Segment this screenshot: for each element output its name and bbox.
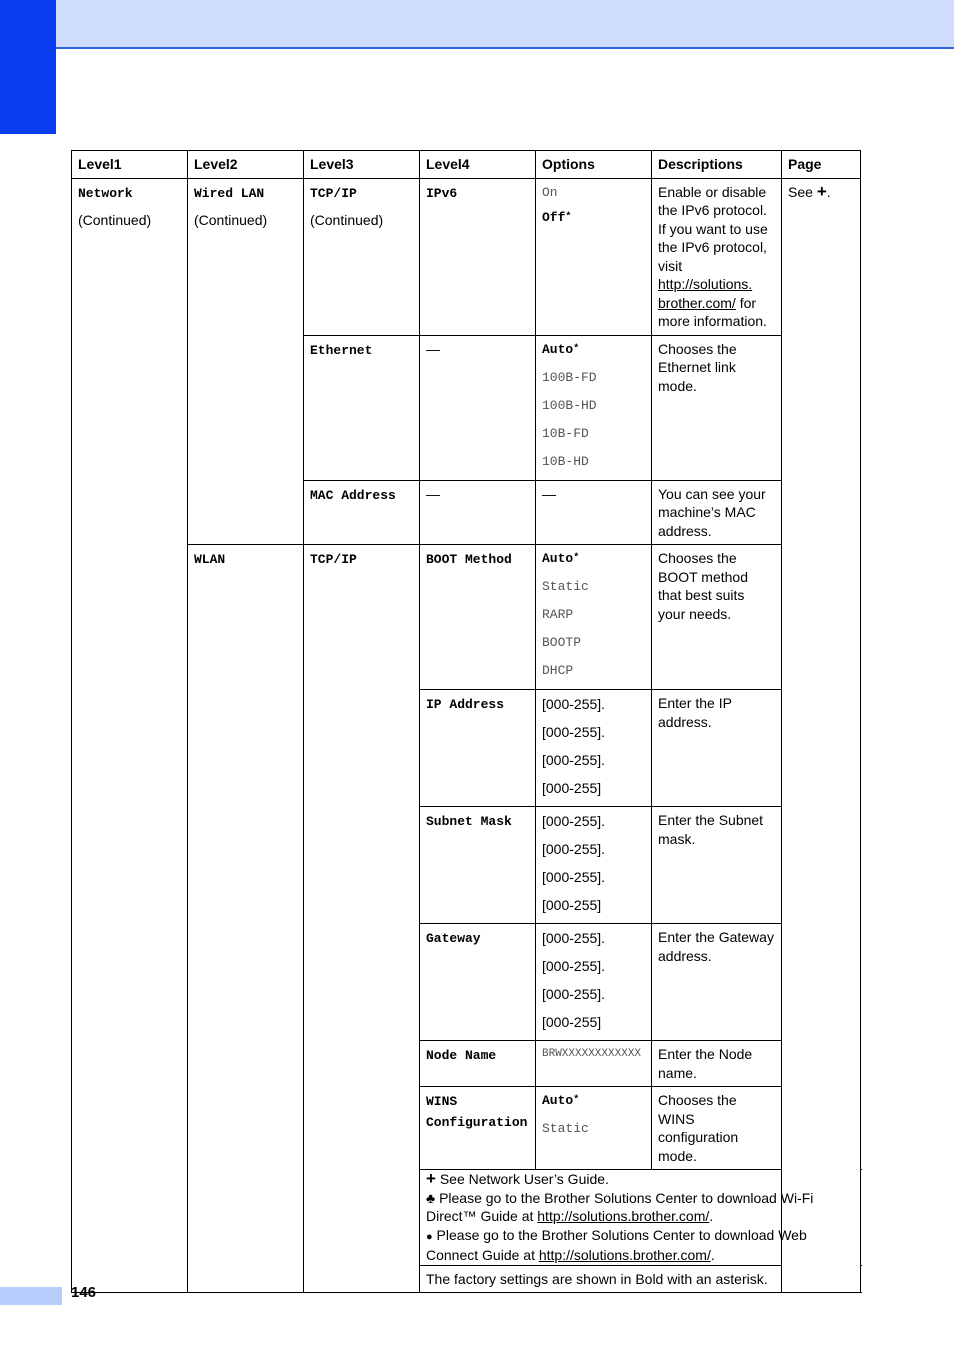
option-auto-default: Auto* xyxy=(542,341,580,357)
node-name-value: BRWXXXXXXXXXXXX xyxy=(542,1048,642,1060)
level3-tcpip: TCP/IP xyxy=(310,185,357,201)
header-descriptions: Descriptions xyxy=(652,151,782,179)
level4-ip-cell xyxy=(420,690,536,807)
option-on: On xyxy=(542,184,558,200)
level4-boot-cell xyxy=(420,545,536,690)
level3-mac-cell xyxy=(304,480,420,545)
desc-gateway: Enter the Gateway address. xyxy=(652,924,782,1041)
level1-continued: (Continued) xyxy=(78,212,152,228)
note-wifi-direct: ♣ Please go to the Brother Solutions Center to download Wi-Fi Direct™ Guide at http://solutions.brother.com/. xyxy=(426,1189,814,1224)
subnet-octet-2: [000-255]. xyxy=(542,841,606,857)
page-cell xyxy=(782,178,861,1293)
level3-continued: (Continued) xyxy=(310,212,384,228)
options-wins-cell xyxy=(536,1087,652,1170)
level3-ethernet: Ethernet xyxy=(310,342,373,358)
desc-ipv6: Enable or disable the IPv6 protocol. If you want to use the IPv6 protocol, visit xyxy=(658,183,768,274)
options-subnet-cell xyxy=(536,807,652,924)
level4-node-cell xyxy=(420,1041,536,1087)
factory-settings-note: The factory settings are shown in Bold with an asterisk. xyxy=(420,1265,861,1293)
page-tab xyxy=(0,1287,62,1305)
option-100b-hd: 100B-HD xyxy=(542,397,597,413)
header-level4: Level4 xyxy=(420,151,536,179)
header-page: Page xyxy=(782,151,861,179)
level1-network: Network xyxy=(78,185,133,201)
solutions-link[interactable]: http://solutions.brother.com/ xyxy=(538,1247,711,1263)
header-level3: Level3 xyxy=(304,151,420,179)
desc-subnet: Enter the Subnet mask. xyxy=(652,807,782,924)
level4-boot-method: BOOT Method xyxy=(426,552,512,567)
desc-wins: Chooses the WINS configuration mode. xyxy=(652,1087,782,1170)
note-web-connect: ● Please go to the Brother Solutions Center to download Web Connect Guide at http://solutions.brother.com/. xyxy=(426,1226,807,1263)
ip-octet-4: [000-255] xyxy=(542,780,602,796)
desc-ethernet: Chooses the Ethernet link mode. xyxy=(652,335,782,480)
option-100b-fd: 100B-FD xyxy=(542,369,597,385)
options-ip-cell xyxy=(536,690,652,807)
options-mac-cell: — xyxy=(536,480,652,545)
level2-wlan-cell xyxy=(188,545,304,1293)
options-ethernet-cell xyxy=(536,335,652,480)
level1-cell xyxy=(72,178,188,1293)
page-ref: See +. xyxy=(788,181,831,201)
subnet-octet-4: [000-255] xyxy=(542,897,602,913)
option-rarp: RARP xyxy=(542,607,574,622)
level4-ethernet-cell: — xyxy=(420,335,536,480)
page-number: 146 xyxy=(71,1284,97,1301)
option-auto-default: Auto* xyxy=(542,551,580,566)
header-band xyxy=(0,0,954,49)
level3-wlan-tcpip: TCP/IP xyxy=(310,552,357,567)
desc-node: Enter the Node name. xyxy=(652,1041,782,1087)
settings-table xyxy=(71,150,861,1293)
desc-ipv6-cell xyxy=(652,178,782,335)
options-ipv6-cell xyxy=(536,178,652,335)
level4-node-name: Node Name xyxy=(426,1048,497,1063)
level4-ipv6-cell xyxy=(420,178,536,335)
chapter-tab xyxy=(0,0,56,134)
solutions-link[interactable]: http://solutions.brother.com/ xyxy=(537,1208,710,1224)
header-options: Options xyxy=(536,151,652,179)
level4-mac-cell: — xyxy=(420,480,536,545)
ip-octet-3: [000-255]. xyxy=(542,752,606,768)
gateway-octet-3: [000-255]. xyxy=(542,986,606,1002)
option-off-default: Off* xyxy=(542,209,572,225)
solutions-link[interactable]: http://solutions. xyxy=(658,276,753,292)
desc-ipv6-end: for more information. xyxy=(658,294,767,329)
desc-mac: You can see your machine’s MAC address. xyxy=(652,480,782,545)
level3-tcpip-cell xyxy=(304,178,420,335)
header-row xyxy=(72,151,861,179)
option-static: Static xyxy=(542,579,589,594)
club-icon: ♣ xyxy=(426,1189,436,1206)
option-dhcp: DHCP xyxy=(542,663,574,678)
ip-octet-1: [000-255]. xyxy=(542,696,606,712)
level4-ipv6: IPv6 xyxy=(426,185,458,201)
notes-cell xyxy=(420,1170,861,1266)
option-10b-fd: 10B-FD xyxy=(542,425,589,441)
table-row xyxy=(72,545,861,690)
level4-wins-configuration: WINS Configuration xyxy=(426,1094,528,1130)
desc-ip: Enter the IP address. xyxy=(652,690,782,807)
plus-icon: + xyxy=(426,1169,436,1188)
options-node-cell xyxy=(536,1041,652,1087)
level2-continued: (Continued) xyxy=(194,212,268,228)
option-10b-hd: 10B-HD xyxy=(542,453,589,469)
subnet-octet-3: [000-255]. xyxy=(542,869,606,885)
level4-ip-address: IP Address xyxy=(426,697,505,712)
subnet-octet-1: [000-255]. xyxy=(542,813,606,829)
option-static: Static xyxy=(542,1121,589,1136)
plus-icon: + xyxy=(816,181,827,201)
header-level1: Level1 xyxy=(72,151,188,179)
gateway-octet-1: [000-255]. xyxy=(542,930,606,946)
options-gateway-cell xyxy=(536,924,652,1041)
level4-gateway: Gateway xyxy=(426,931,481,946)
solutions-link-cont[interactable]: brother.com/ xyxy=(658,294,736,311)
level4-subnet-cell xyxy=(420,807,536,924)
level4-wins-cell xyxy=(420,1087,536,1170)
ip-octet-2: [000-255]. xyxy=(542,724,606,740)
gateway-octet-2: [000-255]. xyxy=(542,958,606,974)
note-network-guide: + See Network User’s Guide. xyxy=(426,1169,609,1188)
options-boot-cell xyxy=(536,545,652,690)
level4-gateway-cell xyxy=(420,924,536,1041)
level3-wlan-tcpip-cell xyxy=(304,545,420,1293)
level3-ethernet-cell xyxy=(304,335,420,480)
level4-subnet-mask: Subnet Mask xyxy=(426,814,512,829)
table-row xyxy=(72,178,861,335)
bullet-icon: ● xyxy=(426,1230,433,1243)
gateway-octet-4: [000-255] xyxy=(542,1014,602,1030)
level2-wired-cell xyxy=(188,178,304,545)
desc-boot: Chooses the BOOT method that best suits your needs. xyxy=(652,545,782,690)
level2-wired-lan: Wired LAN xyxy=(194,185,265,201)
option-bootp: BOOTP xyxy=(542,635,582,650)
header-level2: Level2 xyxy=(188,151,304,179)
level3-mac-address: MAC Address xyxy=(310,487,396,503)
option-auto-default: Auto* xyxy=(542,1093,580,1108)
level2-wlan: WLAN xyxy=(194,552,226,567)
